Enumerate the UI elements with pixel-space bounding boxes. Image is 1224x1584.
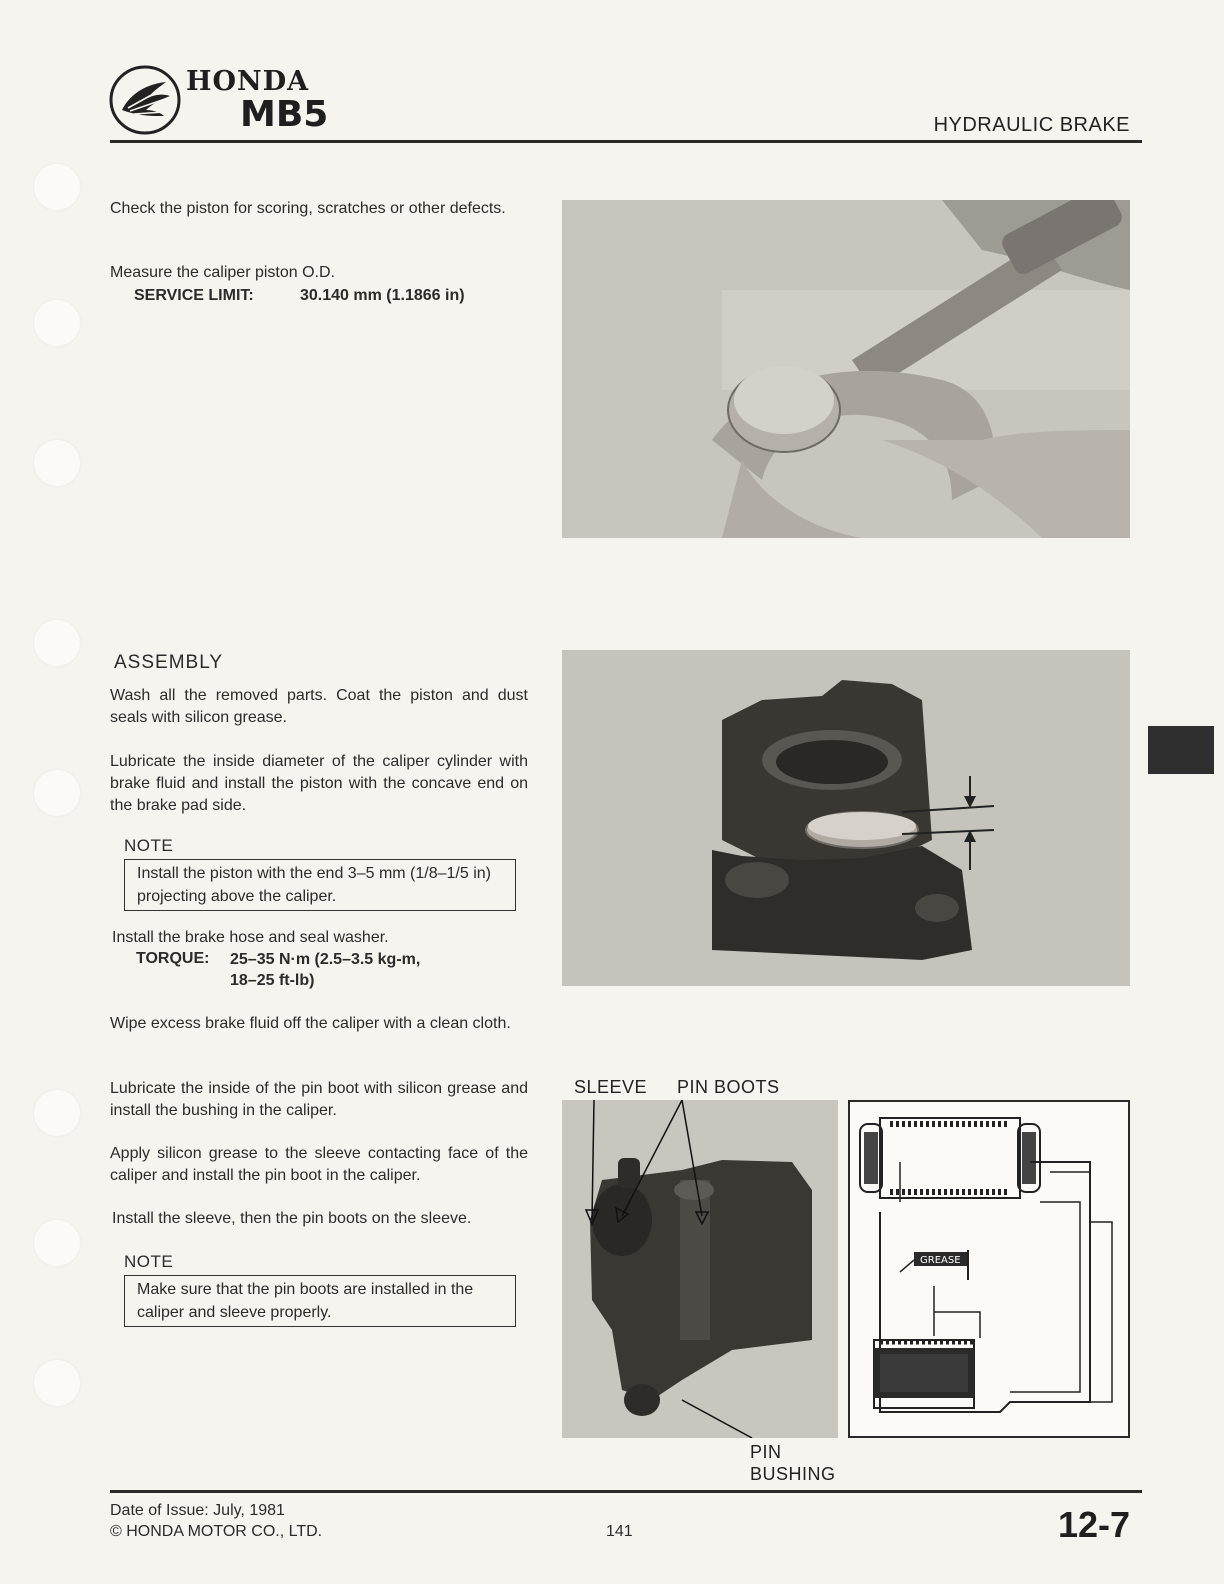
chapter-tab: [1148, 726, 1214, 774]
pin-boot-caliper-photo: [562, 1100, 838, 1438]
punch-hole: [34, 770, 80, 816]
grease-label: GREASE: [920, 1255, 961, 1266]
assembly-paragraph-4: Wipe excess brake fluid off the caliper with a clean cloth.: [110, 1015, 511, 1032]
torque-value-line-1: 25–35 N·m (2.5–3.5 kg-m,: [230, 951, 421, 968]
punch-hole: [34, 1090, 80, 1136]
service-limit-label: SERVICE LIMIT:: [134, 287, 254, 304]
assembly-heading: ASSEMBLY: [114, 652, 224, 673]
brand-name: HONDA: [186, 66, 310, 97]
footer-rule: [110, 1490, 1142, 1493]
pin-boots-label: PIN BOOTS: [677, 1077, 780, 1097]
pin-bushing-label-line-2: BUSHING: [750, 1464, 836, 1484]
copyright: © HONDA MOTOR CO., LTD.: [110, 1523, 323, 1540]
section-page-number: 12-7: [1057, 1504, 1130, 1545]
measure-text: Measure the caliper piston O.D.: [110, 264, 335, 281]
caliper-cross-section-diagram: [848, 1100, 1130, 1438]
assembly-paragraph-1: Wash all the removed parts. Coat the piston and dust seals with silicon grease.: [110, 687, 528, 726]
torque-value-line-2: 18–25 ft-lb): [230, 972, 315, 989]
hose-install-text: Install the brake hose and seal washer.: [112, 929, 389, 946]
model-name: MB5: [240, 94, 329, 135]
caliper-piston-photo: [562, 650, 1130, 986]
header-rule: [110, 140, 1142, 143]
pin-bushing-label-line-1: PIN: [750, 1442, 782, 1462]
assembly-paragraph-7: Install the sleeve, then the pin boots on the sleeve.: [112, 1210, 472, 1227]
punch-hole: [34, 1220, 80, 1266]
assembly-paragraph-6: Apply silicon grease to the sleeve contacting face of the caliper and install the pin boot in the caliper.: [110, 1145, 528, 1184]
section-title: HYDRAULIC BRAKE: [933, 114, 1130, 136]
torque-label: TORQUE:: [136, 950, 210, 967]
note-label: NOTE: [124, 836, 174, 855]
issue-date: Date of Issue: July, 1981: [110, 1502, 285, 1519]
piston-measurement-photo: [562, 200, 1130, 538]
note-box-piston: Install the piston with the end 3–5 mm (1/8–1/5 in) projecting above the caliper.: [124, 859, 516, 911]
assembly-paragraph-2: Lubricate the inside diameter of the caliper cylinder with brake fluid and install the piston with the concave end on the brake pad side.: [110, 753, 528, 814]
punch-hole: [34, 164, 80, 210]
punch-hole: [34, 440, 80, 486]
piston-check-text: Check the piston for scoring, scratches or other defects.: [110, 200, 506, 217]
note-label: NOTE: [124, 1252, 174, 1271]
punch-hole: [34, 1360, 80, 1406]
note-box-pin-boots: Make sure that the pin boots are installed in the caliper and sleeve properly.: [124, 1275, 516, 1327]
punch-hole: [34, 620, 80, 666]
honda-wing-logo-icon: [108, 64, 182, 136]
page-number: 141: [606, 1523, 633, 1540]
punch-hole: [34, 300, 80, 346]
service-limit-value: 30.140 mm (1.1866 in): [300, 287, 465, 304]
assembly-paragraph-5: Lubricate the inside of the pin boot with silicon grease and install the bushing in the caliper.: [110, 1080, 528, 1119]
sleeve-label: SLEEVE: [574, 1077, 648, 1097]
